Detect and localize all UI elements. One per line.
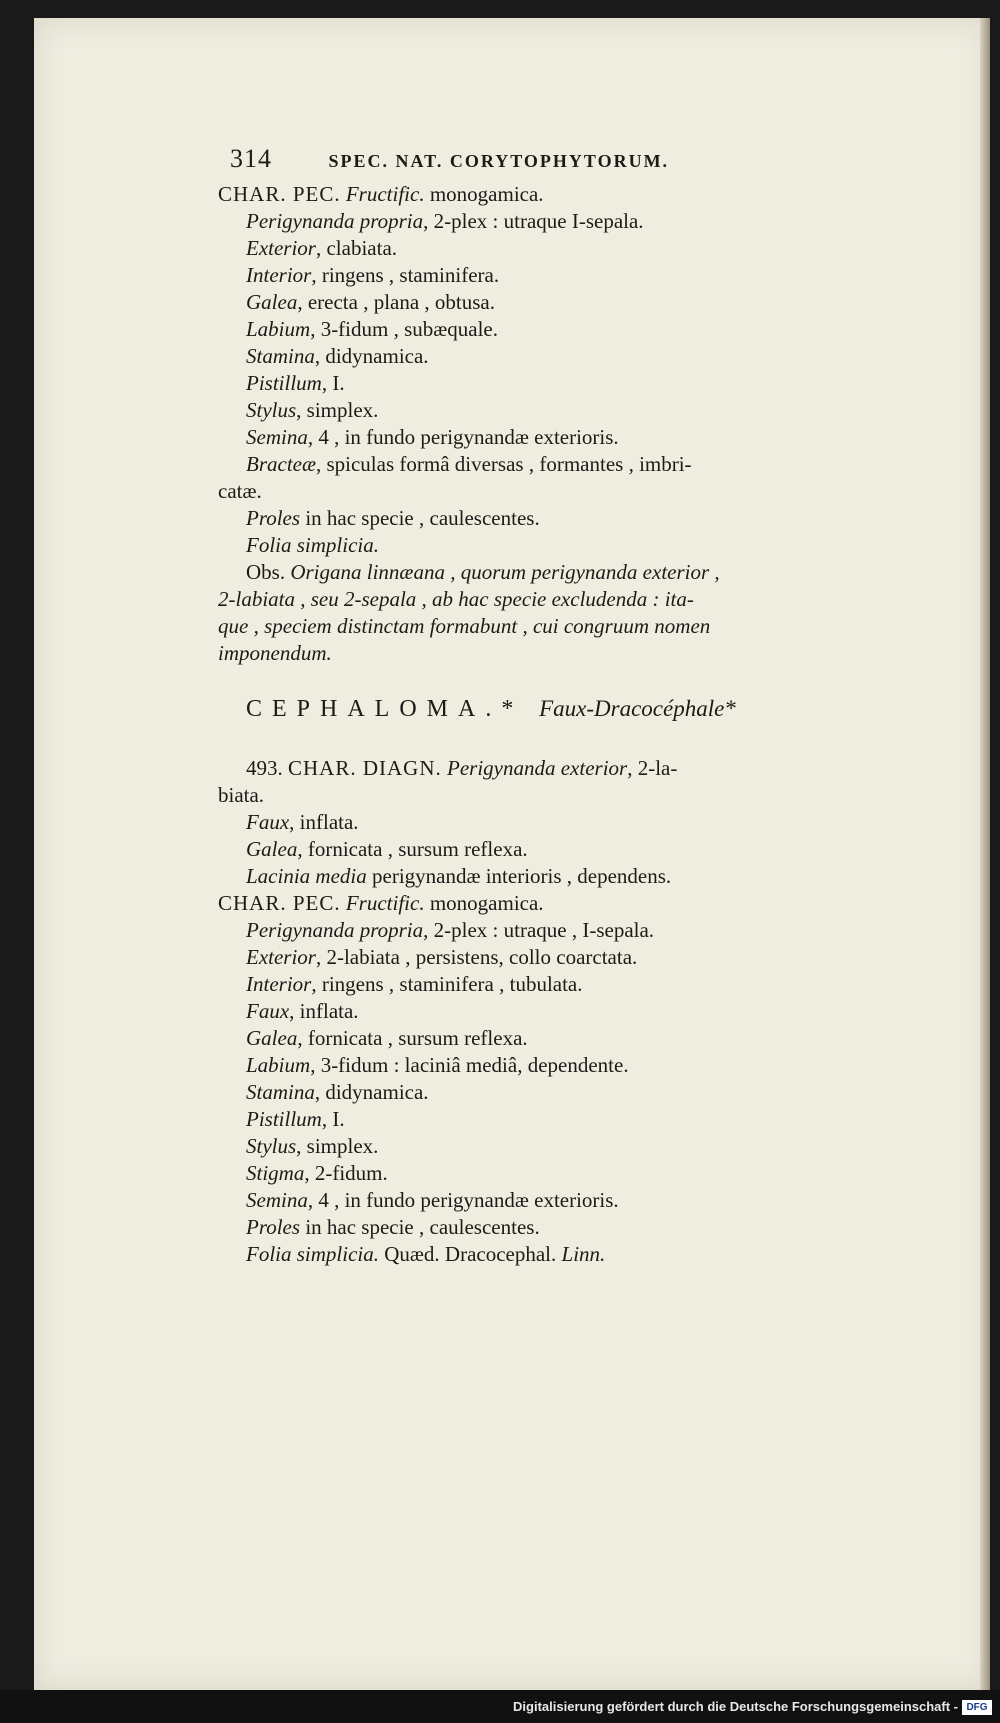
proles-line: Proles in hac specie , caulescentes.: [246, 506, 540, 530]
def-line: Proles in hac specie , caulescentes.: [246, 1215, 540, 1239]
obs-line: que , speciem distinctam formabunt , cui congruum nomen: [218, 614, 711, 638]
def-line: Stamina, didynamica.: [246, 344, 429, 368]
def-line: Stylus, simplex.: [246, 1134, 379, 1158]
genus-heading: [246, 694, 736, 724]
book-page: [34, 18, 990, 1690]
genus-french-name: Faux-Dracocéphale*: [539, 696, 736, 721]
def-line: Faux, inflata.: [246, 810, 359, 834]
def-line: Labium, 3-fidum : laciniâ mediâ, dependente.: [246, 1053, 629, 1077]
def-line: Interior, ringens , staminifera.: [246, 263, 500, 287]
running-title: SPEC. NAT. CORYTOPHYTORUM.: [328, 151, 670, 171]
def-line: Stamina, didynamica.: [246, 1080, 429, 1104]
def-line: Perigynanda propria, 2-plex : utraque I-sepala.: [246, 209, 644, 233]
footer-bar: [0, 1690, 1000, 1723]
continuation-line: catæ.: [218, 479, 262, 503]
species-number: 493.: [246, 756, 283, 780]
page-text: [34, 18, 990, 1690]
char-pec-line: [218, 181, 544, 207]
diagn-line: 493. CHAR. DIAGN. Perigynanda exterior, 2-la-: [246, 756, 678, 780]
def-line: Pistillum, I.: [246, 1107, 345, 1131]
continuation-line: biata.: [218, 783, 265, 807]
def-line: Semina, 4 , in fundo perigynandæ exterioris.: [246, 425, 619, 449]
def-line: Galea, fornicata , sursum reflexa.: [246, 1026, 528, 1050]
char-pec-line: CHAR. PEC. Fructific. monogamica.: [218, 891, 544, 915]
fructific-label: Fructific.: [345, 182, 425, 206]
char-pec-label: CHAR. PEC.: [218, 182, 341, 206]
def-line: Stigma, 2-fidum.: [246, 1161, 388, 1185]
def-line: Labium, 3-fidum , subæquale.: [246, 317, 498, 341]
def-line: Lacinia media perigynandæ interioris , dependens.: [246, 864, 672, 888]
page-number: 314: [230, 144, 272, 173]
obs-line: imponendum.: [218, 641, 332, 665]
def-line: Interior, ringens , staminifera , tubulata.: [246, 972, 583, 996]
folia-line: Folia simplicia. Quæd. Dracocephal. Linn.: [246, 1242, 606, 1266]
dfg-logo: DFG: [962, 1700, 992, 1715]
def-line: Exterior, clabiata.: [246, 236, 398, 260]
folia-line: Folia simplicia.: [246, 533, 379, 557]
def-line: Perigynanda propria, 2-plex : utraque , I-sepala.: [246, 918, 655, 942]
def-line: Bracteæ, spiculas formâ diversas , formantes , imbri-: [246, 452, 692, 476]
obs-line: Obs. Origana linnæana , quorum perigynanda exterior ,: [246, 560, 720, 584]
def-line: Galea, fornicata , sursum reflexa.: [246, 837, 528, 861]
def-line: Semina, 4 , in fundo perigynandæ exterioris.: [246, 1188, 619, 1212]
def-line: Stylus, simplex.: [246, 398, 379, 422]
monogamica-text: monogamica.: [429, 182, 544, 206]
footer-credit: Digitalisierung gefördert durch die Deutsche Forschungsgemeinschaft -: [513, 1699, 958, 1714]
genus-name: CEPHALOMA.*: [246, 696, 524, 722]
obs-line: 2-labiata , seu 2-sepala , ab hac specie excludenda : ita-: [218, 587, 694, 611]
def-line: Exterior, 2-labiata , persistens, collo coarctata.: [246, 945, 638, 969]
page-header: [230, 146, 669, 174]
def-line: Galea, erecta , plana , obtusa.: [246, 290, 495, 314]
def-line: Pistillum, I.: [246, 371, 345, 395]
def-line: Faux, inflata.: [246, 999, 359, 1023]
